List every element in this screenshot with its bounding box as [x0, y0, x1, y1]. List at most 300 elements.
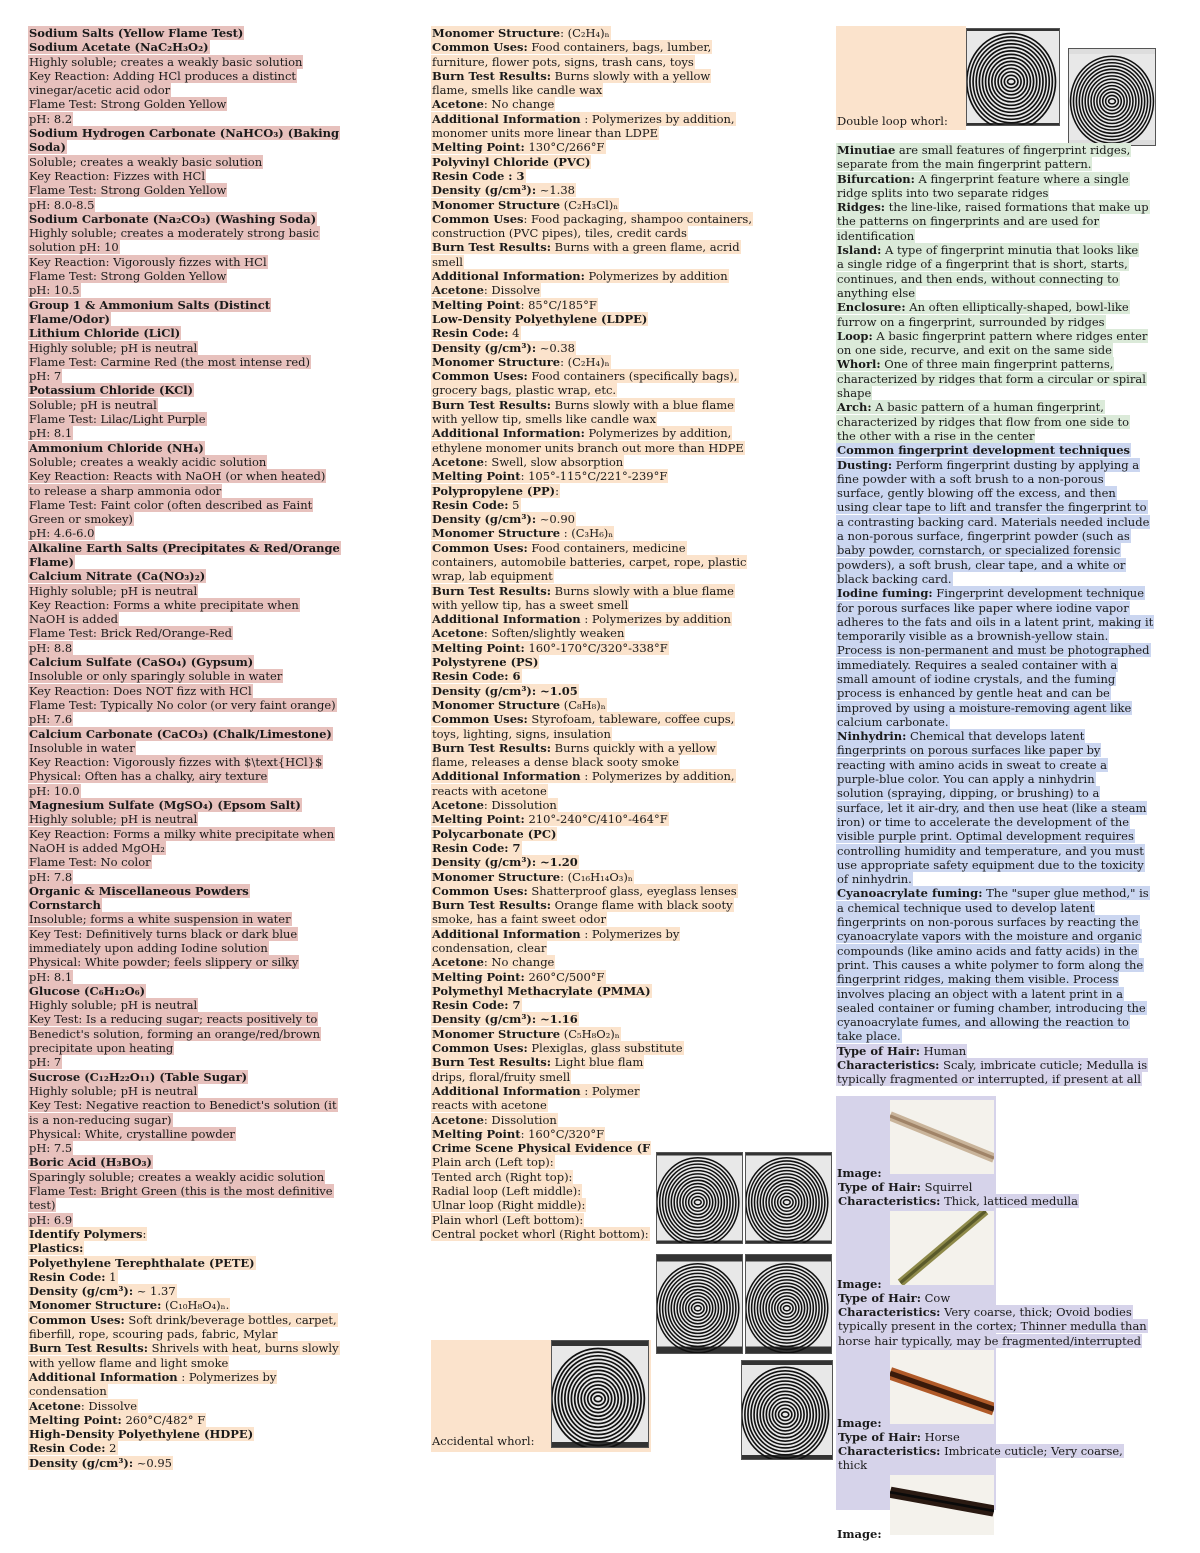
col1-line	[28, 598, 373, 612]
bold-label: Glucose (C₆H₁₂O₆)	[29, 983, 146, 998]
col2-line	[431, 83, 776, 97]
col1-line	[28, 1370, 373, 1384]
col1-line	[28, 927, 373, 941]
col2-line	[431, 769, 776, 783]
col3-line	[836, 944, 1176, 958]
bold-label: Common Uses:	[432, 712, 528, 727]
text: anything else	[837, 285, 916, 300]
bold-label: Melting Point:	[432, 640, 525, 655]
hair-info-line	[837, 1291, 951, 1305]
bold-label: Melting Point	[432, 297, 521, 312]
hair-info-text: Horse	[920, 1429, 960, 1444]
col2-line	[431, 226, 776, 240]
text: Burns quickly with a yellow	[550, 740, 716, 755]
col3-line	[836, 758, 1176, 772]
col3-line	[836, 615, 1176, 629]
col1-line	[28, 55, 373, 69]
col1-line	[28, 484, 373, 498]
text: NaOH is added	[29, 612, 119, 627]
bold-label: Additional Information	[432, 1083, 581, 1098]
col1-line	[28, 1127, 373, 1141]
text: Key Reaction: Vigorously fizzes with HCl	[29, 254, 267, 269]
bold-label: Resin Code:	[29, 1269, 106, 1284]
bold-label: Island:	[837, 243, 882, 258]
bold-label: Burn Test Results:	[432, 397, 551, 412]
text: An often elliptically-shaped, bowl-like	[905, 300, 1129, 315]
text: Soft drink/beverage bottles, carpet,	[124, 1312, 337, 1327]
bold-label: Organic & Miscellaneous Powders	[29, 883, 249, 898]
col2-line	[431, 1098, 776, 1112]
text: Flame Test: Brick Red/Orange-Red	[29, 626, 232, 641]
text: a single ridge of a fingerprint that is short, starts,	[837, 257, 1128, 272]
col1-line	[28, 526, 373, 540]
text: surface, let it air-dry, and then use heat (like a steam	[837, 800, 1147, 815]
col2-line	[431, 298, 776, 312]
col3-line	[836, 786, 1176, 800]
text: : Polymerizes by addition,	[580, 111, 735, 126]
col1-line	[28, 1227, 373, 1241]
text: 4	[508, 326, 520, 341]
col2-line	[431, 97, 776, 111]
text: ~0.95	[133, 1455, 172, 1470]
text: Flame Test: Strong Golden Yellow	[29, 183, 227, 198]
text: Tented arch (Right top):	[432, 1169, 573, 1184]
text: fingerprints on porous surfaces like paper by	[837, 743, 1101, 758]
bold-label: Polypropylene (PP)	[432, 483, 556, 498]
hair-info-label: Characteristics:	[838, 1444, 941, 1459]
bold-label: Bifurcation:	[837, 171, 915, 186]
text: : Food packaging, shampoo containers,	[523, 211, 752, 226]
bold-label: Additional Information:	[432, 269, 585, 284]
col2-line	[431, 555, 776, 569]
text: purple-blue color. You can apply a ninhydrin	[837, 772, 1095, 787]
text: Light blue flam	[550, 1055, 644, 1070]
col2-line	[431, 469, 776, 483]
col1-line	[28, 1084, 373, 1098]
col2-line	[431, 955, 776, 969]
text: ~0.90	[536, 512, 575, 527]
col2-line	[431, 927, 776, 941]
text: using clear tape to lift and transfer the fingerprint to	[837, 500, 1147, 515]
col1-line	[28, 741, 373, 755]
col3-line	[836, 915, 1176, 929]
bold-label: Density (g/cm³):	[432, 183, 537, 198]
col3-line	[836, 672, 1176, 686]
text: is a non-reducing sugar)	[29, 1112, 172, 1127]
bold-label: Cyanoacrylate fuming:	[837, 886, 983, 901]
bold-label: Monomer Structure	[432, 197, 561, 212]
radial-loop-image	[656, 1254, 743, 1354]
col1-line	[28, 269, 373, 283]
col3-line	[836, 172, 1176, 186]
col1-line	[28, 1055, 373, 1069]
col1-line	[28, 727, 373, 741]
col2-line	[431, 255, 776, 269]
bold-label: Common Uses:	[432, 883, 528, 898]
column-left	[28, 26, 373, 1470]
text: pH: 8.1	[29, 426, 73, 441]
col1-line	[28, 283, 373, 297]
hair-info-text: typically present in the cortex; Thinner medulla than	[838, 1319, 1147, 1334]
bold-label: Monomer Structure	[432, 354, 561, 369]
col1-line	[28, 1198, 373, 1212]
hair-info-text: Imbricate cuticle; Very coarse,	[940, 1444, 1123, 1459]
text: Highly soluble; pH is neutral	[29, 812, 198, 827]
col1-line	[28, 1456, 373, 1470]
col1-line	[28, 626, 373, 640]
text: Key Test: Is a reducing sugar; reacts positively to	[29, 1012, 318, 1027]
text: : Dissolve	[80, 1398, 138, 1413]
col2-line	[431, 1012, 776, 1026]
bold-label: Burn Test Results:	[29, 1341, 148, 1356]
col1-line	[28, 341, 373, 355]
text: :	[555, 483, 559, 498]
bold-label: Burn Test Results:	[432, 583, 551, 598]
col3-line	[836, 458, 1176, 472]
hair-info-text: Squirrel	[920, 1180, 973, 1194]
text: Burns slowly with a yellow	[550, 68, 711, 83]
hair-image-label	[837, 1527, 882, 1541]
text: Highly soluble; pH is neutral	[29, 998, 198, 1013]
bold-label: Polyvinyl Chloride (PVC)	[432, 154, 591, 169]
text: Benedict's solution, forming an orange/red/brown	[29, 1026, 321, 1041]
accidental-whorl-label: Accidental whorl:	[432, 1434, 535, 1448]
col3-line	[836, 701, 1176, 715]
col2-line	[431, 455, 776, 469]
text: Key Test: Definitively turns black or dark blue	[29, 926, 298, 941]
hair-image-label	[837, 1277, 882, 1291]
col3-line	[836, 272, 1176, 286]
bold-label: Acetone	[432, 955, 484, 970]
col3-line	[836, 1044, 1176, 1058]
col1-line	[28, 83, 373, 97]
col2-line	[431, 698, 776, 712]
text: powders), a soft brush, clear tape, and a white or	[837, 557, 1126, 572]
bold-label: Additional Information	[432, 926, 581, 941]
text: containers, automobile batteries, carpet, rope, plastic	[432, 554, 747, 569]
text: characterized by ridges that form a circular or spiral	[837, 371, 1146, 386]
bold-label: Acetone	[432, 97, 484, 112]
bold-label: Lithium Chloride (LiCl)	[29, 326, 181, 341]
text: Highly soluble; pH is neutral	[29, 340, 198, 355]
col1-line	[28, 1184, 373, 1198]
col2-line	[431, 526, 776, 540]
col1-line	[28, 398, 373, 412]
col1-line	[28, 655, 373, 669]
col3-line	[836, 286, 1176, 300]
text: the line-like, raised formations that make up	[885, 200, 1149, 215]
col1-line	[28, 1441, 373, 1455]
text: controlling humidity and temperature, and you must	[837, 843, 1144, 858]
bold-label: Common fingerprint development techniques	[837, 443, 1130, 458]
image-label: Image:	[837, 1166, 882, 1180]
col3-line	[836, 343, 1176, 357]
col3-line	[836, 572, 1176, 586]
bold-label: Sodium Hydrogen Carbonate (NaHCO₃) (Baking	[29, 126, 340, 141]
text: fingerprint ridges, making them visible. Process	[837, 972, 1119, 987]
bold-label: Burn Test Results:	[432, 240, 551, 255]
col1-line	[28, 455, 373, 469]
bold-label: Monomer Structure	[432, 1026, 561, 1041]
hair-image	[890, 1211, 994, 1285]
text: pH: 8.8	[29, 640, 73, 655]
col1-line	[28, 984, 373, 998]
col3-line	[836, 415, 1176, 429]
text: Food containers, bags, lumber,	[527, 40, 712, 55]
text: sealed container or fuming chamber, introducing the	[837, 1000, 1146, 1015]
col2-line	[431, 941, 776, 955]
hair-info-text: Very coarse, thick; Ovoid bodies	[940, 1304, 1132, 1319]
col3-line	[836, 400, 1176, 414]
bold-label: Acetone	[29, 1398, 81, 1413]
bold-label: Density (g/cm³): ~1.20	[432, 855, 578, 870]
text: pH: 7.8	[29, 869, 73, 884]
text: 260°C/482° F	[121, 1412, 206, 1427]
text: Burns with a green flame, acrid	[550, 240, 740, 255]
text: are small features of fingerprint ridges,	[895, 143, 1131, 157]
col3-line	[836, 329, 1176, 343]
hair-info-text: Thick, latticed medulla	[940, 1194, 1078, 1209]
text: pH: 6.9	[29, 1212, 73, 1227]
bold-label: Common Uses:	[432, 40, 528, 55]
text: drips, floral/fruity smell	[432, 1069, 571, 1084]
text: Insoluble or only sparingly soluble in water	[29, 669, 283, 684]
col2-line	[431, 669, 776, 683]
hair-info-label: Type of Hair:	[838, 1290, 921, 1305]
bold-label: Group 1 & Ammonium Salts (Distinct	[29, 297, 271, 312]
text: Shrivels with heat, burns slowly	[147, 1341, 339, 1356]
text: Key Reaction: Fizzes with HCl	[29, 168, 206, 183]
bold-label: Resin Code: 7	[432, 998, 521, 1013]
bold-label: Magnesium Sulfate (MgSO₄) (Epsom Salt)	[29, 798, 301, 813]
col1-line	[28, 855, 373, 869]
col2-line	[431, 283, 776, 297]
hair-info-line	[837, 1430, 961, 1444]
bold-label: Melting Point:	[432, 140, 525, 155]
bold-label: Density (g/cm³): ~1.16	[432, 1012, 578, 1027]
bold-label: Resin Code:	[432, 497, 509, 512]
text: improved by using a moisture-removing agent like	[837, 700, 1132, 715]
col3-line	[836, 500, 1176, 514]
text: (C₁₀H₈O₄)ₙ.	[161, 1298, 230, 1313]
bold-label: Resin Code:	[432, 326, 509, 341]
text: :	[142, 1226, 147, 1241]
text: furniture, flower pots, signs, trash cans, toys	[432, 54, 694, 69]
text: Key Reaction: Reacts with NaOH (or when heated)	[29, 469, 326, 484]
col1-line	[28, 240, 373, 254]
col2-line	[431, 398, 776, 412]
col1-line	[28, 412, 373, 426]
text: shape	[837, 386, 872, 401]
double-loop-label: Double loop whorl:	[837, 114, 948, 128]
text: solution pH: 10	[29, 240, 119, 255]
col1-line	[28, 1298, 373, 1312]
text: immediately. Requires a sealed container with a	[837, 657, 1118, 672]
text: Soluble; pH is neutral	[29, 397, 157, 412]
text: Process is non-permanent and must be photographed	[837, 643, 1150, 658]
text: : Soften/slightly weaken	[483, 626, 625, 641]
text: Key Reaction: Forms a milky white precipitate when	[29, 826, 335, 841]
col2-line	[431, 598, 776, 612]
text: condensation	[29, 1384, 107, 1399]
bold-label: Polymethyl Methacrylate (PMMA)	[432, 983, 651, 998]
hair-info-text: Cow	[920, 1290, 951, 1305]
col2-line	[431, 69, 776, 83]
fp-svg-2	[1069, 49, 1155, 145]
bold-label: Ninhydrin:	[837, 729, 907, 744]
col1-line	[28, 369, 373, 383]
text: pH: 7.6	[29, 712, 73, 727]
text: : No change	[483, 97, 555, 112]
bold-label: Density (g/cm³):	[29, 1455, 134, 1470]
col1-line	[28, 1141, 373, 1155]
col2-line	[431, 126, 776, 140]
col1-line	[28, 1327, 373, 1341]
col1-line	[28, 784, 373, 798]
col2-line	[431, 784, 776, 798]
col3-line	[836, 872, 1176, 886]
text: wrap, lab equipment	[432, 569, 553, 584]
col3-line	[836, 386, 1176, 400]
col1-line	[28, 1070, 373, 1084]
text: Burns slowly with a blue flame	[550, 397, 734, 412]
col1-line	[28, 226, 373, 240]
text: take place.	[837, 1029, 901, 1044]
hair-info-line	[837, 1180, 973, 1194]
bold-label: Acetone	[432, 798, 484, 813]
col3-line	[836, 357, 1176, 371]
col1-line	[28, 1270, 373, 1284]
text: pH: 8.0-8.5	[29, 197, 95, 212]
bold-label: Loop:	[837, 328, 873, 343]
col3-line	[836, 972, 1176, 986]
col1-line	[28, 198, 373, 212]
text: : (C₃H₆)ₙ	[560, 526, 614, 541]
col2-line	[431, 1113, 776, 1127]
text: monomer units more linear than LDPE	[432, 126, 658, 141]
text: visible purple print. Optimal development requires	[837, 829, 1134, 844]
col3-line	[836, 472, 1176, 486]
col1-line	[28, 755, 373, 769]
text: Radial loop (Left middle):	[432, 1184, 582, 1199]
text: 130°C/266°F	[524, 140, 605, 155]
bold-label: Monomer Structure	[432, 869, 561, 884]
bold-label: Melting Point	[432, 1126, 521, 1141]
col1-line	[28, 555, 373, 569]
bold-label: Additional Information	[432, 769, 581, 784]
col1-line	[28, 584, 373, 598]
col3-line	[836, 543, 1176, 557]
bold-label: Common Uses	[432, 211, 524, 226]
text: 160°-170°C/320°-338°F	[524, 640, 668, 655]
text: Flame Test: Strong Golden Yellow	[29, 97, 227, 112]
col3-line	[836, 1029, 1176, 1043]
col2-line	[431, 140, 776, 154]
text: of ninhydrin.	[837, 872, 912, 887]
text: solution (spraying, dipping, or brushing) to a	[837, 786, 1100, 801]
col1-line	[28, 769, 373, 783]
text: 1	[105, 1269, 117, 1284]
text: Polymerizes by addition	[584, 269, 728, 284]
bold-label: Burn Test Results:	[432, 740, 551, 755]
col2-line	[431, 584, 776, 598]
text: calcium carbonate.	[837, 714, 949, 729]
col1-line	[28, 298, 373, 312]
text: cyanoacrylate vapors with the moisture and organic	[837, 929, 1142, 944]
bold-label: Arch:	[837, 400, 872, 415]
text: Shatterproof glass, eyeglass lenses	[527, 883, 737, 898]
bold-label: Burn Test Results:	[432, 898, 551, 913]
text: One of three main fingerprint patterns,	[880, 357, 1114, 372]
text: surface, gently blowing off the excess, and then	[837, 486, 1116, 501]
bold-label: Acetone	[432, 1112, 484, 1127]
bold-label: Ridges:	[837, 200, 886, 215]
bold-label: Calcium Nitrate (Ca(NO₃)₂)	[29, 569, 206, 584]
col2-line	[431, 498, 776, 512]
text: with yellow tip, has a sweet smell	[432, 597, 629, 612]
text: Key Reaction: Adding HCl produces a distinct	[29, 68, 297, 83]
bold-label: Melting Point:	[432, 969, 525, 984]
col2-line	[431, 1070, 776, 1084]
col2-line	[431, 841, 776, 855]
text: Chemical that develops latent	[906, 729, 1085, 744]
bold-label: Melting Point:	[432, 812, 525, 827]
col1-line	[28, 612, 373, 626]
bold-label: Additional Information	[29, 1369, 178, 1384]
text: vinegar/acetic acid odor	[29, 83, 171, 98]
text: characterized by ridges that flow from one side to	[837, 414, 1129, 429]
text: immediately upon adding Iodine solution	[29, 941, 268, 955]
col2-line	[431, 355, 776, 369]
col2-line	[431, 898, 776, 912]
col1-line	[28, 1012, 373, 1026]
hair-info-line	[837, 1305, 1133, 1319]
text: Polymerizes by addition,	[584, 426, 732, 441]
col3-line	[836, 157, 1176, 171]
text: Sparingly soluble; creates a weakly acidic solution	[29, 1169, 325, 1184]
col2-line	[431, 1127, 776, 1141]
text: on one side, recurve, and exit on the same side	[837, 343, 1112, 358]
col2-line	[431, 383, 776, 397]
col3-line	[836, 257, 1176, 271]
text: fingerprints on non-porous surfaces by reacting the	[837, 915, 1139, 930]
col2-line	[431, 612, 776, 626]
text: Flame Test: Lilac/Light Purple	[29, 412, 206, 427]
text: adheres to the fats and oils in a latent print, making it	[837, 614, 1154, 629]
text: Food containers, medicine	[527, 540, 686, 555]
text: black backing card.	[837, 571, 952, 586]
bold-label: Characteristics:	[837, 1058, 940, 1072]
col2-line	[431, 198, 776, 212]
image-label: Image:	[837, 1415, 882, 1430]
text: A fingerprint feature where a single	[914, 171, 1129, 186]
bold-label: Polycarbonate (PC)	[432, 826, 557, 841]
text: : Dissolution	[483, 1112, 557, 1127]
text: Highly soluble; creates a moderately strong basic	[29, 226, 319, 241]
hair-info-label: Characteristics:	[838, 1304, 941, 1319]
bold-label: Potassium Chloride (KCl)	[29, 383, 194, 398]
text: a non-porous surface, fingerprint powder (such as	[837, 529, 1130, 544]
col2-line	[431, 1084, 776, 1098]
bold-label: Common Uses:	[432, 540, 528, 555]
col1-line	[28, 469, 373, 483]
text: Key Reaction: Forms a white precipitate when	[29, 597, 299, 612]
text: : 160°C/320°F	[520, 1126, 605, 1141]
text: Flame Test: Faint color (often described as Faint	[29, 497, 313, 512]
col2-line	[431, 441, 776, 455]
col1-line	[28, 569, 373, 583]
text: fiberfill, rope, scouring pads, fabric, Mylar	[29, 1327, 278, 1342]
